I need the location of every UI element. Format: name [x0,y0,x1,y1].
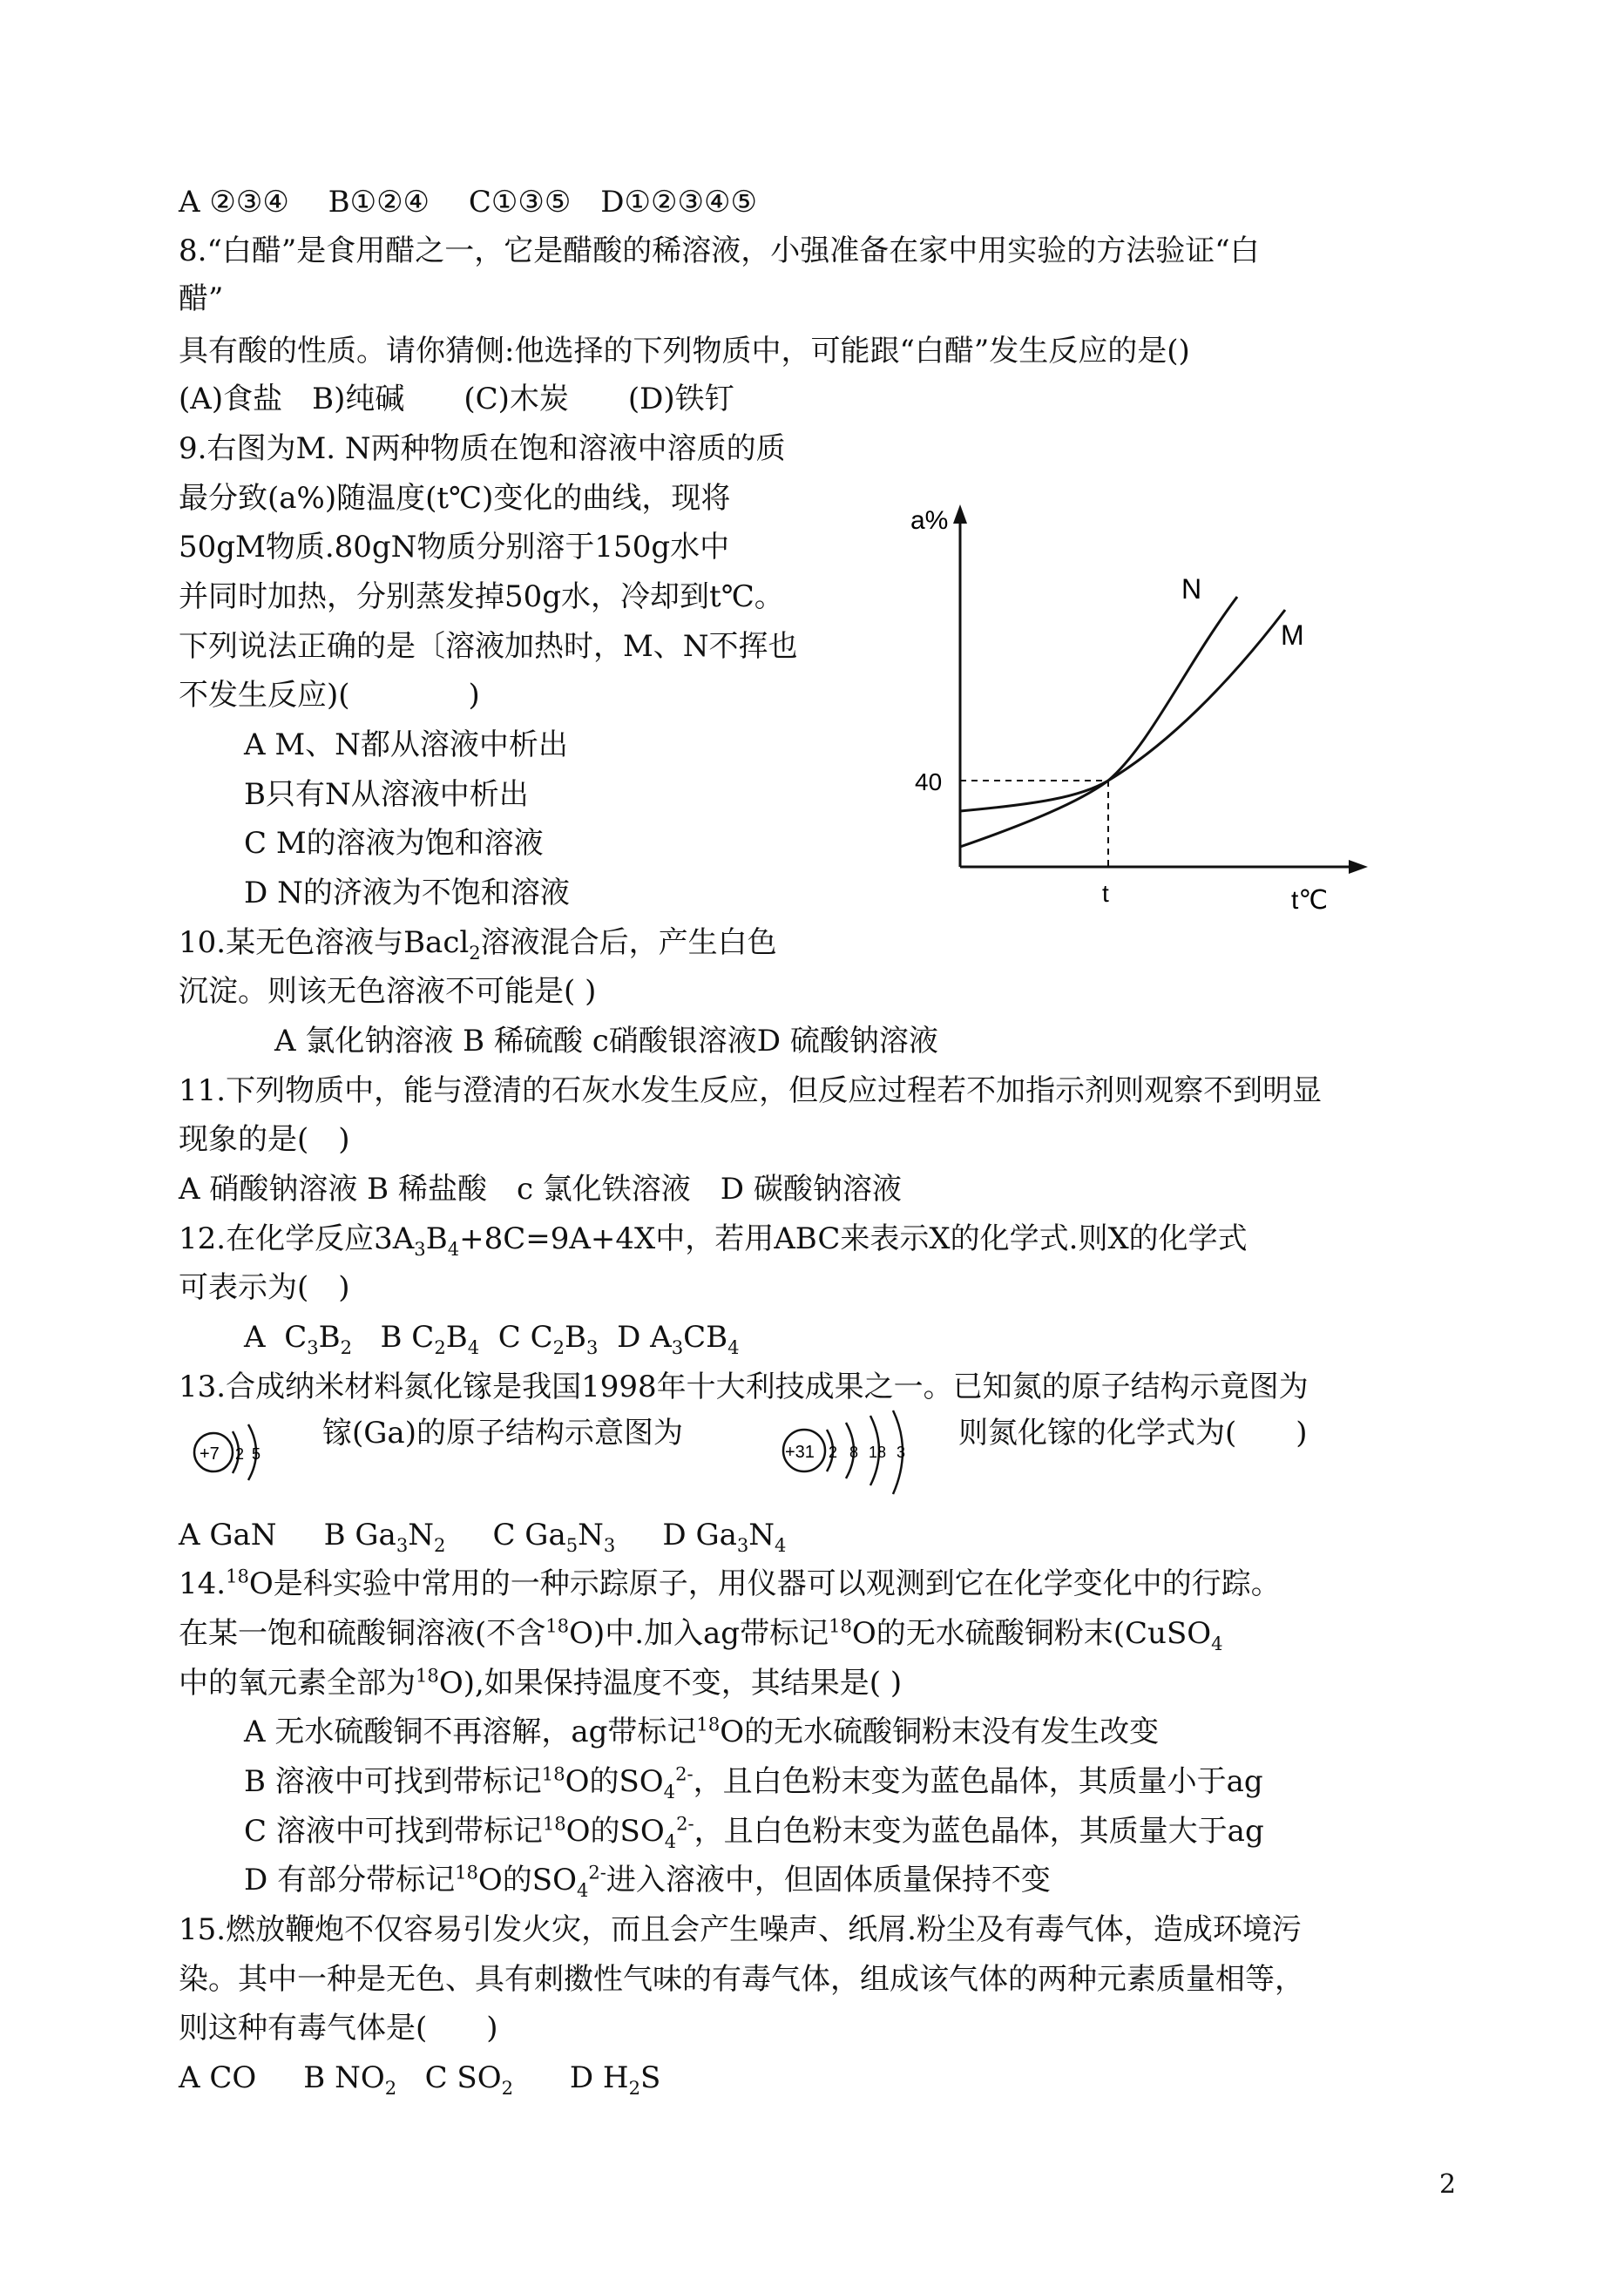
q8-line1: 8.“白醋”是食用醋之一，它是醋酸的稀溶液，小强准备在家中用实验的方法验证“白 [179,233,1260,268]
page-number: 2 [1439,2169,1457,2200]
q9-line1: 9.右图为M. N两种物质在饱和溶液中溶质的质 [179,431,786,466]
q10-options: A 氯化钠溶液 B 稀硫酸 c硝酸银溶液D 硫酸钠溶液 [274,1024,938,1059]
q10-line1: 10.某无色溶液与Bacl$_2$溶液混合后，产生白色 [179,925,777,964]
q9-option-c: C M的溶液为饱和溶液 [244,826,544,861]
n-shell-2-count: 5 [252,1445,261,1463]
q7-options: A ②③④ B①②④ C①③⑤ D①②③④⑤ [179,185,757,220]
x-tick-label: t [1102,880,1109,907]
q9-option-a: A M、N都从溶液中析出 [244,727,568,762]
q14-option-d: D 有部分带标记$^{18}$O的$SO_4^{2-}$进入溶液中，但固体质量保持不变 [244,1861,1051,1901]
q13-tail: 则氮化镓的化学式为( ) [958,1416,1308,1451]
solubility-chart [880,492,1394,932]
q13-options: A GaN B $Ga_3N_2$ C $Ga_5N_3$ D $Ga_3N_4$ [179,1518,787,1556]
q9-line6: 不发生反应)( ) [179,678,480,713]
ga-shell-1-count: 2 [829,1444,838,1461]
q13-line1: 13.合成纳米材料氮化镓是我国1998年十大利技成果之一。已知氮的原子结构示竟图为 [179,1370,1309,1404]
y-axis-arrow [953,504,967,524]
q12-line1: 12.在化学反应$3A_3B_4+8C=9A+4X$中，若用ABC来表示X的化学式.则X的化学式 [179,1221,1248,1260]
q8-line2: 醋” [179,281,224,316]
q12-options: A $C_3B_2$ B $C_2B_4$ C $C_2B_3$ D $A_3CB_4$ [244,1320,740,1358]
q10-line2: 沉淀。则该无色溶液不可能是( ) [179,974,597,1009]
q14-option-c: C 溶液中可找到带标记$^{18}$O的$SO_4^{2-}$，且白色粉末变为蓝色晶体，其质量大于ag [244,1812,1264,1852]
q14-line2: 在某一饱和硫酸铜溶液(不含$^{18}$O)中.加入ag带标记$^{18}$O的无水硫酸铜粉末(CuSO$_4$ [179,1614,1223,1654]
q15-line3: 则这种有毒气体是( ) [179,2011,498,2046]
q9-option-b: B只有N从溶液中析出 [244,777,529,812]
y-tick-label: 40 [915,768,943,795]
nitrogen-atom-diagram [179,1416,301,1485]
ga-shell-3-count: 18 [869,1444,887,1461]
q14-line3: 中的氧元素全部为$^{18}$O),如果保持温度不变，其结果是( ) [179,1664,903,1701]
series-n-curve [960,597,1237,847]
n-shell-1-count: 2 [235,1445,245,1463]
q11-line1: 11.下列物质中，能与澄清的石灰水发生反应，但反应过程若不加指示剂则观察不到明显 [179,1073,1323,1108]
x-axis-label: t℃ [1291,886,1329,915]
q15-options: A CO B $NO_2$ C $SO_2$ D $H_2S$ [179,2060,661,2099]
ga-shell-2-count: 8 [849,1444,859,1461]
ga-shell-4-count: 3 [897,1444,906,1461]
q8-options: (A)食盐 B)纯碱 (C)木炭 (D)铁钉 [179,382,734,416]
ga-nucleus-charge: +31 [785,1443,815,1462]
q9-line3: 50gM物质.80gN物质分别溶于150g水中 [179,530,730,565]
series-n-label: N [1181,573,1202,605]
q12-line2: 可表示为( ) [179,1270,350,1305]
q8-line3: 具有酸的性质。请你猜侧:他选择的下列物质中，可能跟“白醋”发生反应的是() [179,334,1190,369]
q15-line1: 15.燃放鞭炮不仅容易引发火灾，而且会产生噪声、纸屑.粉尘及有毒气体，造成环境污 [179,1912,1302,1947]
q14-line1: 14.18O是科实验中常用的一种示踪原子，用仪器可以观测到它在化学变化中的行踪。 [179,1565,1281,1601]
q13-ga-text: 镓(Ga)的原子结构示意图为 [322,1416,683,1451]
q14-option-b: B 溶液中可找到带标记$^{18}$O的$SO_4^{2-}$，且白色粉末变为蓝色晶体，其质量小于ag [244,1762,1263,1803]
q9-line2: 最分致(a%)随温度(t℃)变化的曲线，现将 [179,481,731,516]
n-nucleus-charge: +7 [200,1444,220,1464]
q15-line2: 染。其中一种是无色、具有刺擞性气味的有毒气体，组成该气体的两种元素质量相等， [179,1962,1304,1997]
q9-line4: 并同时加热，分别蒸发掉50g水，冷却到t℃。 [179,579,784,614]
q11-line2: 现象的是( ) [179,1122,350,1157]
x-axis-arrow [1349,860,1368,874]
q11-options: A 硝酸钠溶液 B 稀盐酸 c 氯化铁溶液 D 碳酸钠溶液 [179,1172,902,1207]
y-axis-label: a% [910,506,949,535]
series-m-label: M [1281,619,1304,651]
gallium-atom-diagram [771,1407,937,1512]
q9-option-d: D N的济液为不饱和溶液 [244,876,570,910]
q9-line5: 下列说法正确的是〔溶液加热时，M、N不挥也 [179,629,798,664]
q14-option-a: A 无水硫酸铜不再溶解，ag带标记$^{18}$O的无水硫酸铜粉末没有发生改变 [244,1713,1160,1749]
